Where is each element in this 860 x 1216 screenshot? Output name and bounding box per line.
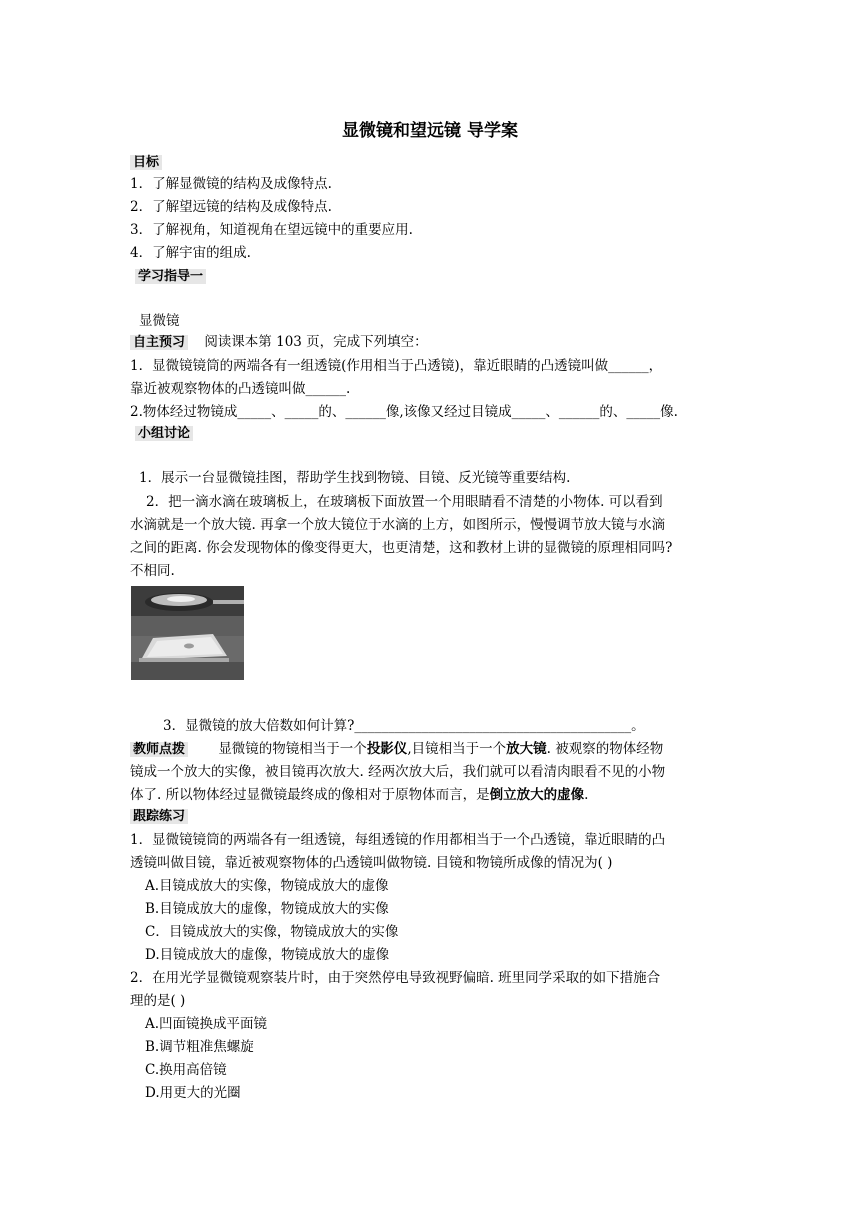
question-option: B.目镜成放大的虚像，物镜成放大的实像 (145, 901, 389, 917)
section-heading-teacher: 教师点拨 (130, 742, 188, 757)
teacher-keyword: 放大镜 (506, 741, 547, 757)
section-heading-guide1: 学习指导一 (135, 269, 206, 284)
question-option: B.调节粗准焦螺旋 (145, 1039, 254, 1055)
discuss-line: 之间的距离. 你会发现物体的像变得更大，也更清楚，这和教材上讲的显微镜的原理相同吗? (130, 540, 673, 556)
teacher-text: 显微镜的物镜相当于一个 (218, 741, 367, 757)
section-heading-preview: 自主预习 (130, 335, 188, 350)
goal-item: 1．了解显微镜的结构及成像特点. (130, 176, 332, 192)
question-option: A.凹面镜换成平面镜 (145, 1016, 268, 1032)
teacher-text: . 被观察的物体经物 (546, 741, 664, 757)
question-line: 2．在用光学显微镜观察装片时，由于突然停电导致视野偏暗. 班里同学采取的如下措施合 (130, 970, 661, 986)
topic-label: 显微镜 (139, 313, 180, 329)
teacher-text: 体了. 所以物体经过显微镜最终成的像相对于原物体而言，是 (130, 787, 490, 803)
teacher-text: . (584, 787, 589, 803)
preview-line: 靠近被观察物体的凸透镜叫做______. (130, 381, 351, 397)
teacher-keyword: 倒立放大的虚像 (489, 787, 585, 803)
preview-line: 1．显微镜镜筒的两端各有一组透镜(作用相当于凸透镜)，靠近眼睛的凸透镜叫做______， (130, 358, 663, 374)
question-option: C.换用高倍镜 (145, 1062, 227, 1078)
preview-intro: 阅读课本第 103 页，完成下列填空： (204, 334, 428, 350)
discuss-line: 1．展示一台显微镜挂图，帮助学生找到物镜、目镜、反光镜等重要结构. (139, 470, 571, 486)
discuss-line: 2．把一滴水滴在玻璃板上，在玻璃板下面放置一个用眼睛看不清楚的小物体. 可以看到 (146, 494, 663, 510)
question-option: A.目镜成放大的实像，物镜成放大的虚像 (145, 878, 389, 894)
question-option: C．目镜成放大的实像，物镜成放大的实像 (145, 924, 399, 940)
page-title: 显微镜和望远镜 导学案 (342, 121, 518, 141)
section-heading-goals: 目标 (130, 155, 162, 170)
question-option: D.目镜成放大的虚像，物镜成放大的虚像 (145, 947, 390, 963)
section-heading-discuss: 小组讨论 (135, 426, 193, 441)
discuss-line: 水滴就是一个放大镜. 再拿一个放大镜位于水滴的上方，如图所示，慢慢调节放大镜与水滴 (130, 517, 666, 533)
discuss-line: 不相同. (130, 563, 175, 579)
question-option: D.用更大的光圈 (145, 1085, 241, 1101)
question-line: 1．显微镜镜筒的两端各有一组透镜，每组透镜的作用都相当于一个凸透镜，靠近眼睛的凸 (130, 832, 666, 848)
teacher-text: 镜成一个放大的实像，被目镜再次放大. 经两次放大后，我们就可以看清肉眼看不见的小物 (130, 764, 666, 780)
goal-item: 4．了解宇宙的组成. (130, 245, 251, 261)
teacher-text: ,目镜相当于一个 (407, 741, 507, 757)
teacher-keyword: 投影仪 (366, 741, 408, 757)
question-line: 理的是( ) (130, 993, 186, 1009)
experiment-photo (131, 586, 244, 680)
goal-item: 3．了解视角，知道视角在望远镜中的重要应用. (130, 222, 413, 238)
goal-item: 2．了解望远镜的结构及成像特点. (130, 199, 332, 215)
section-heading-practice: 跟踪练习 (130, 809, 188, 824)
discuss-question-3: 3．显微镜的放大倍数如何计算?_________________________________________。 (163, 718, 645, 734)
preview-line: 2.物体经过物镜成_____、_____的、______像,该像又经过目镜成_____、______的、_____像. (130, 404, 678, 420)
question-line: 透镜叫做目镜，靠近被观察物体的凸透镜叫做物镜. 目镜和物镜所成像的情况为( ) (130, 855, 613, 871)
